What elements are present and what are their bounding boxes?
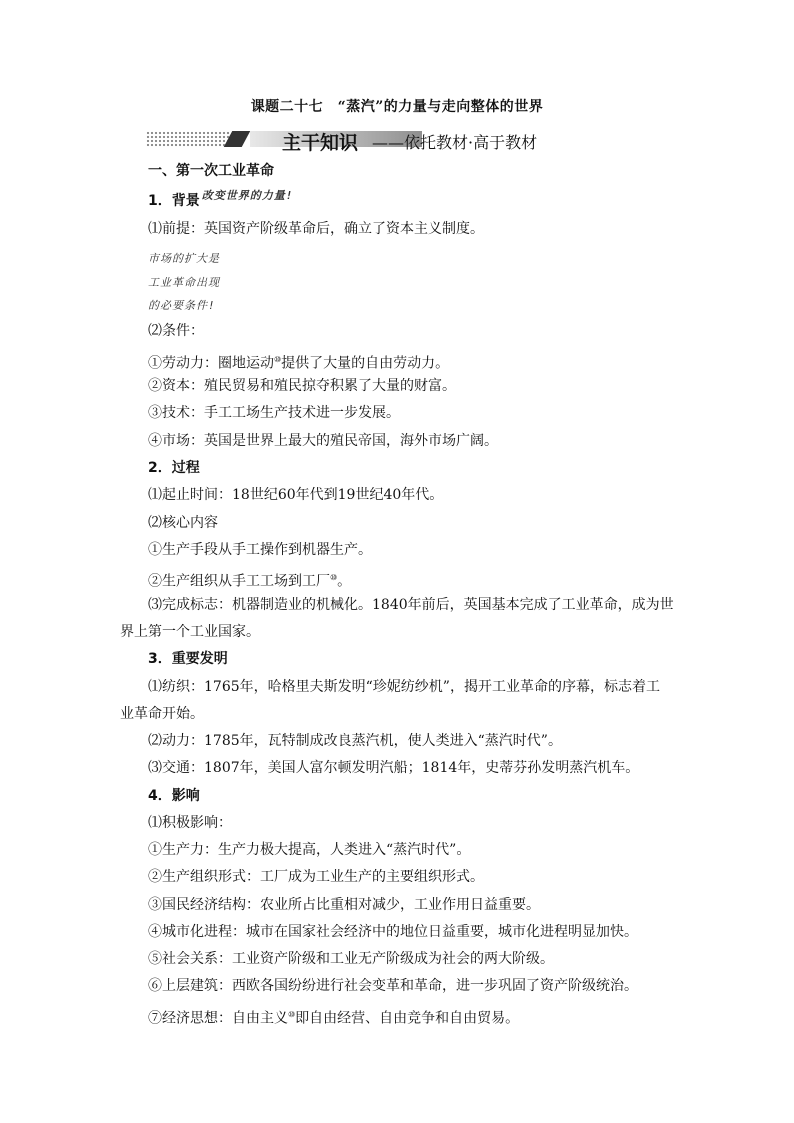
process-core-2-end: 。 <box>337 573 352 590</box>
invention-textile-2: 业革命开始。 <box>120 706 204 722</box>
banner-subheading: ——依托教材·高于教材 <box>372 133 538 152</box>
condition-labor-text: ①劳动力：圈地运动 <box>148 355 274 372</box>
invention-power: ⑵动力：1785年，瓦特制成改良蒸汽机，使人类进入“蒸汽时代”。 <box>148 733 562 749</box>
process-core-2 <box>120 564 708 596</box>
handwritten-note-power: 改变世界的力量! <box>201 189 294 202</box>
impact-economic-thought <box>120 1001 708 1033</box>
process-time: ⑴起止时间：18世纪60年代到19世纪40年代。 <box>148 487 444 503</box>
handwritten-note-line-1: 市场的扩大是 <box>148 252 220 265</box>
impact-social: ⑤社会关系：工业资产阶级和工业无产阶级成为社会的两大阶级。 <box>148 951 554 967</box>
condition-capital: ②资本：殖民贸易和殖民掠夺积累了大量的财富。 <box>148 378 456 394</box>
impact-positive: ⑴积极影响： <box>148 815 232 831</box>
banner-heading: 主干知识 <box>282 132 359 154</box>
process-core-2-text: ②生产组织从手工工场到工厂 <box>148 573 330 590</box>
footnote-mark: ⑩ <box>274 355 282 364</box>
process-core-1: ①生产手段从手工操作到机器生产。 <box>148 542 372 558</box>
heading-impact: 4．影响 <box>148 788 200 804</box>
handwritten-note-line-2: 工业革命出现 <box>148 276 220 289</box>
impact-superstructure: ⑥上层建筑：西欧各国纷纷进行社会变革和革命，进一步巩固了资产阶级统治。 <box>148 978 638 994</box>
impact-economic-thought-text: ⑦经济思想：自由主义 <box>148 1010 288 1027</box>
page-title: 课题二十七 “蒸汽”的力量与走向整体的世界 <box>250 99 544 115</box>
banner-dot-pattern <box>146 131 230 147</box>
footnote-mark: ⑩ <box>288 1010 296 1019</box>
completion-line-1: ⑶完成标志：机器制造业的机械化。1840年前后，英国基本完成了工业革命，成为世 <box>148 597 674 613</box>
process-core: ⑵核心内容 <box>148 515 218 531</box>
footnote-mark: ⑩ <box>330 573 338 582</box>
heading-background-text: 1．背景 <box>148 193 200 209</box>
impact-urbanization: ④城市化进程：城市在国家社会经济中的地位日益重要，城市化进程明显加快。 <box>148 924 638 940</box>
heading-background <box>120 188 708 215</box>
section-banner <box>146 128 566 152</box>
invention-transport: ⑶交通：1807年，美国人富尔顿发明汽船；1814年，史蒂芬孙发明蒸汽机车。 <box>148 760 640 776</box>
impact-productivity: ①生产力：生产力极大提高，人类进入“蒸汽时代”。 <box>148 842 471 858</box>
condition-labor-text-2: 提供了大量的自由劳动力。 <box>281 355 450 372</box>
impact-organization: ②生产组织形式：工厂成为工业生产的主要组织形式。 <box>148 869 484 885</box>
impact-economic-thought-text-2: 即自由经营、自由竞争和自由贸易。 <box>295 1010 520 1027</box>
heading-inventions: 3．重要发明 <box>148 651 228 667</box>
premise-line: ⑴前提：英国资产阶级革命后，确立了资本主义制度。 <box>148 221 484 237</box>
heading-process: 2．过程 <box>148 460 200 476</box>
completion-line-2: 界上第一个工业国家。 <box>120 624 260 640</box>
section-heading: 一、第一次工业革命 <box>148 163 274 179</box>
condition-technology: ③技术：手工工场生产技术进一步发展。 <box>148 405 400 421</box>
invention-textile-1: ⑴纺织：1765年，哈格里夫斯发明“珍妮纺纱机”，揭开工业革命的序幕，标志着工 <box>148 679 660 695</box>
handwritten-note-line-3: 的必要条件! <box>148 299 216 312</box>
conditions-line: ⑵条件： <box>148 323 204 339</box>
impact-economy: ③国民经济结构：农业所占比重相对减少，工业作用日益重要。 <box>148 897 540 913</box>
condition-market: ④市场：英国是世界上最大的殖民帝国，海外市场广阔。 <box>148 433 498 449</box>
